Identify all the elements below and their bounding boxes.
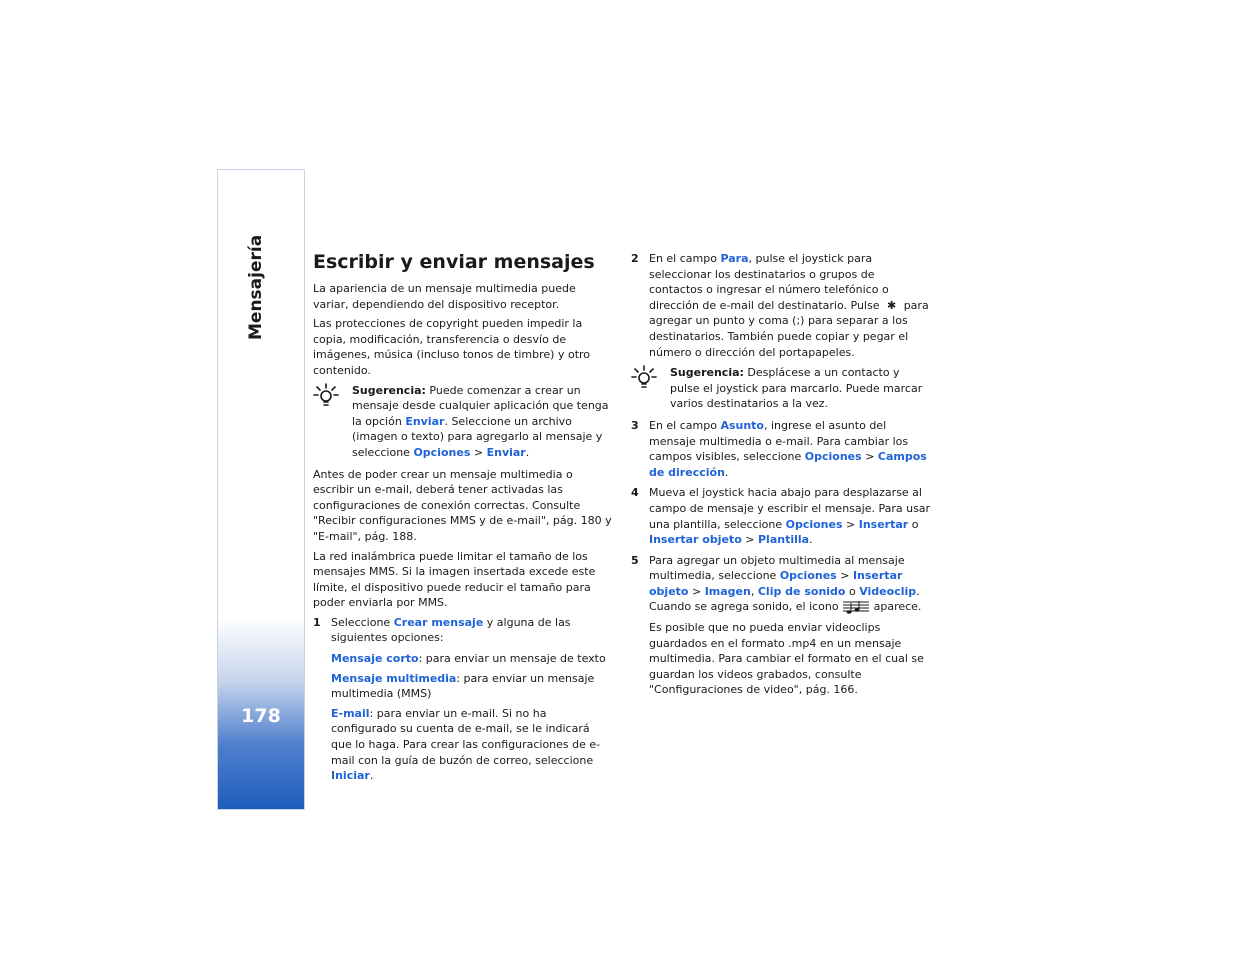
step-number: 2 bbox=[631, 252, 639, 265]
link-opciones[interactable]: Opciones bbox=[785, 517, 843, 531]
text: : para enviar un mensaje de texto bbox=[418, 652, 606, 666]
text: En el campo bbox=[649, 252, 721, 265]
page-title: Escribir y enviar mensajes bbox=[313, 251, 595, 273]
text: . Cuando se agrega sonido, el icono bbox=[649, 584, 920, 614]
text: . bbox=[525, 445, 530, 459]
text: > bbox=[842, 517, 859, 531]
paragraph: La apariencia de un mensaje multimedia puede variar, dependiendo del dispositivo receptor. bbox=[313, 282, 576, 311]
paragraph: Es posible que no pueda enviar videoclips guardados en el formato .mp4 en un mensaje multimedia. Para cambiar el formato en el cual se guardan los videos grabados, consulte "Configuraciones de video", pág. 166. bbox=[649, 621, 924, 697]
tip-block bbox=[313, 383, 613, 461]
text: > bbox=[861, 450, 878, 464]
text: . bbox=[809, 533, 813, 547]
text: > bbox=[470, 445, 487, 459]
step-5 bbox=[631, 553, 931, 615]
link-clip-sonido[interactable]: Clip de sonido bbox=[757, 584, 846, 598]
text: o bbox=[845, 584, 860, 598]
text: Seleccione bbox=[331, 615, 394, 629]
text: Mueva el joystick hacia abajo para desplazarse al campo de mensaje y escribir el mensaje. Para usar una plantilla, seleccione bbox=[649, 486, 931, 531]
paragraph: La red inalámbrica puede limitar el tamaño de los mensajes MMS. Si la imagen insertada excede este límite, el dispositivo puede reducir el tamaño para poder enviarla por MMS. bbox=[313, 549, 596, 610]
text: . bbox=[724, 465, 729, 479]
text: > bbox=[836, 569, 853, 583]
link-enviar[interactable]: Enviar bbox=[486, 445, 526, 459]
text: , ingrese el asunto del mensaje multimedia o e-mail. Para cambiar los campos visibles, seleccione bbox=[649, 418, 909, 464]
link-enviar[interactable]: Enviar bbox=[405, 414, 445, 428]
text: : para enviar un mensaje multimedia (MMS) bbox=[331, 671, 595, 701]
link-opciones[interactable]: Opciones bbox=[413, 445, 471, 459]
text: En el campo bbox=[649, 418, 721, 432]
link-para[interactable]: Para bbox=[720, 252, 749, 265]
option-item bbox=[313, 671, 613, 702]
page-number: 178 bbox=[241, 705, 281, 727]
link-opciones[interactable]: Opciones bbox=[779, 569, 837, 583]
lightbulb-icon bbox=[313, 383, 339, 409]
option-item bbox=[313, 706, 613, 784]
link-campos-direccion[interactable]: Campos de dirección bbox=[649, 450, 927, 479]
tip-block bbox=[631, 365, 931, 412]
text: Puede comenzar a crear un mensaje desde cualquier aplicación que tenga la opción bbox=[352, 383, 609, 428]
step-2 bbox=[631, 251, 931, 360]
text: : para enviar un e-mail. Si no ha configurado su cuenta de e-mail, se le indicará que lo haga. Para crear las configuraciones de e-mail con la guía de buzón de correo, seleccione bbox=[331, 706, 601, 767]
tip-label: Sugerencia: bbox=[670, 366, 744, 380]
link-mensaje-corto[interactable]: Mensaje corto bbox=[331, 652, 419, 666]
step-number: 4 bbox=[631, 486, 639, 500]
link-insertar-objeto[interactable]: Insertar objeto bbox=[649, 533, 742, 547]
link-email[interactable]: E-mail bbox=[331, 706, 370, 720]
text: aparece. bbox=[870, 600, 922, 614]
step-number: 5 bbox=[631, 553, 639, 567]
right-column bbox=[631, 251, 931, 702]
step-number: 3 bbox=[631, 418, 639, 432]
text: Para agregar un objeto multimedia al mensaje multimedia, seleccione bbox=[649, 553, 905, 583]
paragraph: Antes de poder crear un mensaje multimedia o escribir un e-mail, deberá tener activadas las configuraciones de conexión correctas. Consulte "Recibir configuraciones MMS y de e-mail", pág. 180 y "E-mail", pág. 188. bbox=[313, 467, 612, 543]
link-imagen[interactable]: Imagen bbox=[704, 584, 751, 598]
link-iniciar[interactable]: Iniciar bbox=[331, 769, 370, 783]
link-insertar[interactable]: Insertar bbox=[858, 517, 909, 531]
sound-clip-icon bbox=[842, 600, 870, 614]
text: o bbox=[908, 517, 919, 531]
step-3 bbox=[631, 418, 931, 480]
step-number: 1 bbox=[313, 615, 321, 629]
text: > bbox=[688, 584, 705, 598]
text: . bbox=[369, 769, 374, 783]
link-crear-mensaje[interactable]: Crear mensaje bbox=[393, 615, 484, 629]
text: > bbox=[741, 533, 758, 547]
link-mensaje-multimedia[interactable]: Mensaje multimedia bbox=[331, 671, 457, 685]
asterisk-key-icon: ✱ bbox=[886, 298, 897, 312]
link-plantilla[interactable]: Plantilla bbox=[758, 533, 810, 547]
step-4 bbox=[631, 485, 931, 547]
option-item bbox=[313, 651, 613, 667]
text: para agregar un punto y coma (;) para separar a los destinatarios. También puede copiar y pegar el número o dirección del portapapeles. bbox=[649, 298, 929, 359]
link-insertar-objeto[interactable]: Insertar objeto bbox=[649, 569, 903, 598]
text: Desplácese a un contacto y pulse el joystick para marcarlo. Puede marcar varios destinatarios a la vez. bbox=[670, 366, 923, 411]
text: , bbox=[750, 584, 758, 598]
paragraph: Las protecciones de copyright pueden impedir la copia, modificación, transferencia o desvío de imágenes, música (incluso tonos de timbre) y otro contenido. bbox=[313, 317, 591, 377]
left-column bbox=[313, 250, 613, 788]
lightbulb-icon bbox=[631, 365, 657, 391]
text: y alguna de las siguientes opciones: bbox=[331, 615, 571, 645]
step-1 bbox=[313, 615, 613, 646]
text: , pulse el joystick para seleccionar los destinatarios o grupos de contactos o ingresar el número telefónico o dirección de e-mail del destinatario. Pulse bbox=[649, 252, 889, 312]
tip-label: Sugerencia: bbox=[352, 383, 426, 397]
link-videoclip[interactable]: Videoclip bbox=[859, 584, 917, 598]
text: . Seleccione un archivo (imagen o texto) para agregarlo al mensaje y seleccione bbox=[352, 414, 603, 459]
link-asunto[interactable]: Asunto bbox=[720, 418, 764, 432]
link-opciones[interactable]: Opciones bbox=[804, 450, 862, 464]
